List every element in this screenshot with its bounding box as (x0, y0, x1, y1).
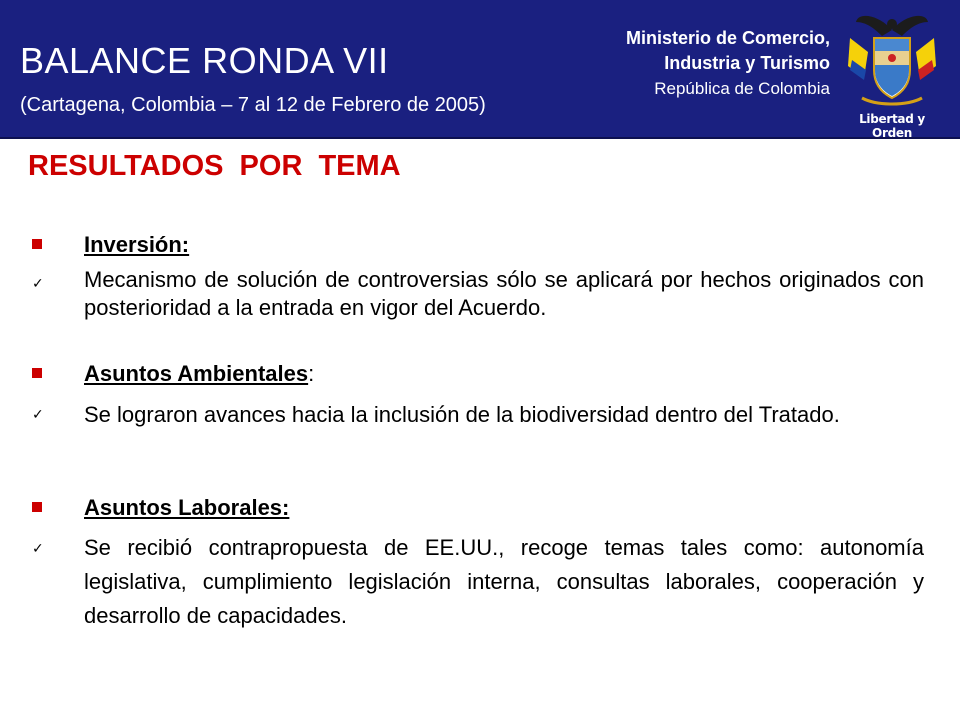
ministry-line-1: Ministerio de Comercio, (625, 28, 830, 48)
square-bullet-icon (32, 239, 42, 249)
topic-heading-text: Asuntos Laborales: (84, 495, 290, 520)
ministry-line-2: Industria y Turismo (664, 53, 830, 73)
page-title: BALANCE RONDA VII (20, 40, 389, 81)
topic-heading-text: Inversión: (84, 232, 190, 257)
square-bullet-icon (32, 502, 42, 512)
ministry-line-3: República de Colombia (654, 79, 830, 98)
check-mark-icon: ✓ (32, 275, 44, 291)
section-title: RESULTADOS POR TEMA (28, 150, 401, 182)
ministry-block (626, 26, 830, 101)
header-banner (0, 0, 960, 139)
topic-text: Se lograron avances hacia la inclusión de la biodiversidad dentro del Tratado. (84, 402, 840, 427)
check-mark-icon: ✓ (32, 406, 44, 422)
colombia-coat-of-arms-icon (842, 8, 942, 140)
topic-heading (84, 495, 289, 521)
check-mark-icon: ✓ (32, 540, 44, 556)
topic-text: Se recibió contrapropuesta de EE.UU., recoge temas tales como: autonomía legislativa, cumplimiento legislación interna, consultas laborales, cooperación y desarrollo de capacidades. (84, 535, 924, 628)
crest-motto: Libertad y Orden (859, 112, 925, 140)
topic-heading (84, 361, 314, 387)
square-bullet-icon (32, 368, 42, 378)
topic-text: Mecanismo de solución de controversias sólo se aplicará por hechos originados con posterioridad a la entrada en vigor del Acuerdo. (84, 267, 924, 320)
page-subtitle: (Cartagena, Colombia – 7 al 12 de Febrero de 2005) (20, 94, 486, 116)
topic-heading-suffix: : (308, 361, 315, 386)
topic-heading-text: Asuntos Ambientales (84, 361, 309, 386)
topic-heading (84, 232, 189, 258)
crest-graphic (842, 8, 942, 112)
